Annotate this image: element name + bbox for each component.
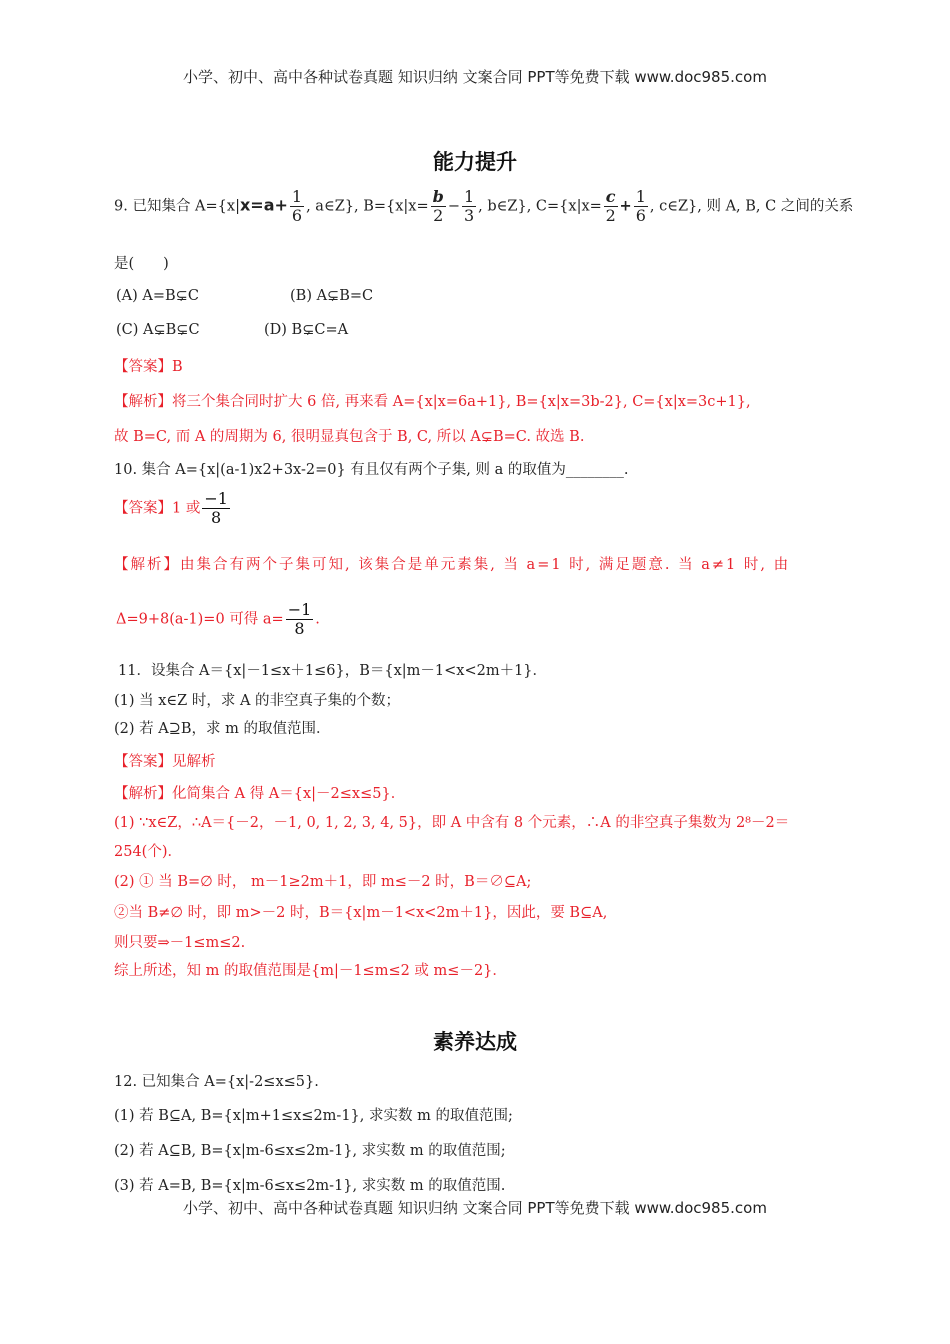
fraction-c-2: $\frac{c}{2}$	[605, 187, 616, 225]
fraction-1-6b: $\frac{1}{6}$	[635, 187, 646, 225]
page-footer: 小学、初中、高中各种试卷真题 知识归纳 文案合同 PPT等免费下载 www.doc985.com	[183, 1199, 767, 1217]
analysis-11-line6: 则只要⇒－1≤m≤2.	[114, 935, 246, 951]
analysis-9-line1: 【解析】将三个集合同时扩大 6 倍, 再来看 A={x|x=6a+1}, B={x|x=3b-2}, C={x|x=3c+1},	[114, 394, 751, 410]
answer-11: 【答案】见解析	[114, 754, 216, 770]
fraction-b-2: $\frac{b}{2}$	[432, 187, 444, 225]
section-title-ability: 能力提升	[433, 150, 517, 174]
question-11-stem: 11．设集合 A＝{x|－1≤x＋1≤6}，B＝{x|m－1<x<2m＋1}．	[118, 663, 548, 679]
analysis-11-line2: (1) ∵x∈Z，∴A＝{－2，－1, 0, 1, 2, 3, 4, 5}，即 A 中含有 8 个元素，∴A 的非空真子集数为 2⁸－2＝	[114, 815, 790, 831]
question-9-line2: 是( )	[114, 256, 169, 272]
analysis-11-line7: 综上所述，知 m 的取值范围是{m|－1≤m≤2 或 m≤－2}．	[114, 963, 507, 979]
answer-10: 【答案】1 或 $\frac{-1}{8}$	[114, 489, 228, 527]
analysis-11-line1: 【解析】化简集合 A 得 A＝{x|－2≤x≤5}．	[114, 786, 406, 802]
analysis-11-line3: 254(个)．	[114, 844, 182, 860]
analysis-10-line1: 【解析】由集合有两个子集可知, 该集合是单元素集, 当 a=1 时, 满足题意. 当 a≠1 时, 由	[114, 557, 791, 573]
option-b: (B) A⊊B=C	[290, 288, 374, 304]
question-12-part1: (1) 若 B⊆A, B={x|m+1≤x≤2m-1}, 求实数 m 的取值范围;	[114, 1108, 513, 1124]
option-d: (D) B⊊C=A	[264, 322, 349, 338]
question-12-part3: (3) 若 A=B, B={x|m-6≤x≤2m-1}, 求实数 m 的取值范围.	[114, 1178, 506, 1194]
question-12-stem: 12. 已知集合 A={x|-2≤x≤5}.	[114, 1074, 319, 1090]
question-10-stem: 10. 集合 A={x|(a-1)x2+3x-2=0} 有且仅有两个子集, 则 a 的取值为________.	[114, 462, 629, 478]
fraction-neg1-8: $\frac{-1}{8}$	[204, 489, 228, 527]
question-9-stem: 9. 已知集合 A={x|x=a+ $\frac{1}{6}$ , a∈Z}, B={x|x= $\frac{b}{2}$ − $\frac{1}{3}$ , b∈Z}, C={x|x= $\frac{c}{2}$ + $\frac{1}{6}$ , c∈Z}, 则 A, B, C 之间的关系	[114, 187, 854, 225]
question-11-part1: (1) 当 x∈Z 时，求 A 的非空真子集的个数；	[114, 693, 401, 709]
option-a: (A) A=B⊊C	[116, 288, 199, 304]
fraction-1-3: $\frac{1}{3}$	[463, 187, 475, 225]
fraction-neg1-8b: $\frac{-1}{8}$	[287, 600, 312, 638]
page-header: 小学、初中、高中各种试卷真题 知识归纳 文案合同 PPT等免费下载 www.doc985.com	[183, 68, 767, 86]
section-title-literacy: 素养达成	[433, 1030, 517, 1054]
analysis-11-line4: (2) ① 当 B=∅ 时， m－1≥2m＋1，即 m≤－2 时，B＝∅⊆A;	[114, 874, 532, 890]
option-c: (C) A⊊B⊊C	[116, 322, 200, 338]
question-12-part2: (2) 若 A⊆B, B={x|m-6≤x≤2m-1}, 求实数 m 的取值范围;	[114, 1143, 506, 1159]
answer-9: 【答案】B	[114, 359, 183, 375]
question-11-part2: (2) 若 A⊇B，求 m 的取值范围．	[114, 721, 331, 737]
analysis-10-line2: Δ=9+8(a-1)=0 可得 a= $\frac{-1}{8}$ .	[116, 600, 320, 638]
analysis-11-line5: ②当 B≠∅ 时，即 m>－2 时，B＝{x|m－1<x<2m＋1}，因此，要 B⊆A,	[114, 905, 608, 921]
fraction-1-6: $\frac{1}{6}$	[291, 187, 303, 225]
analysis-9-line2: 故 B=C, 而 A 的周期为 6, 很明显真包含于 B, C, 所以 A⊊B=C. 故选 B.	[114, 429, 585, 445]
